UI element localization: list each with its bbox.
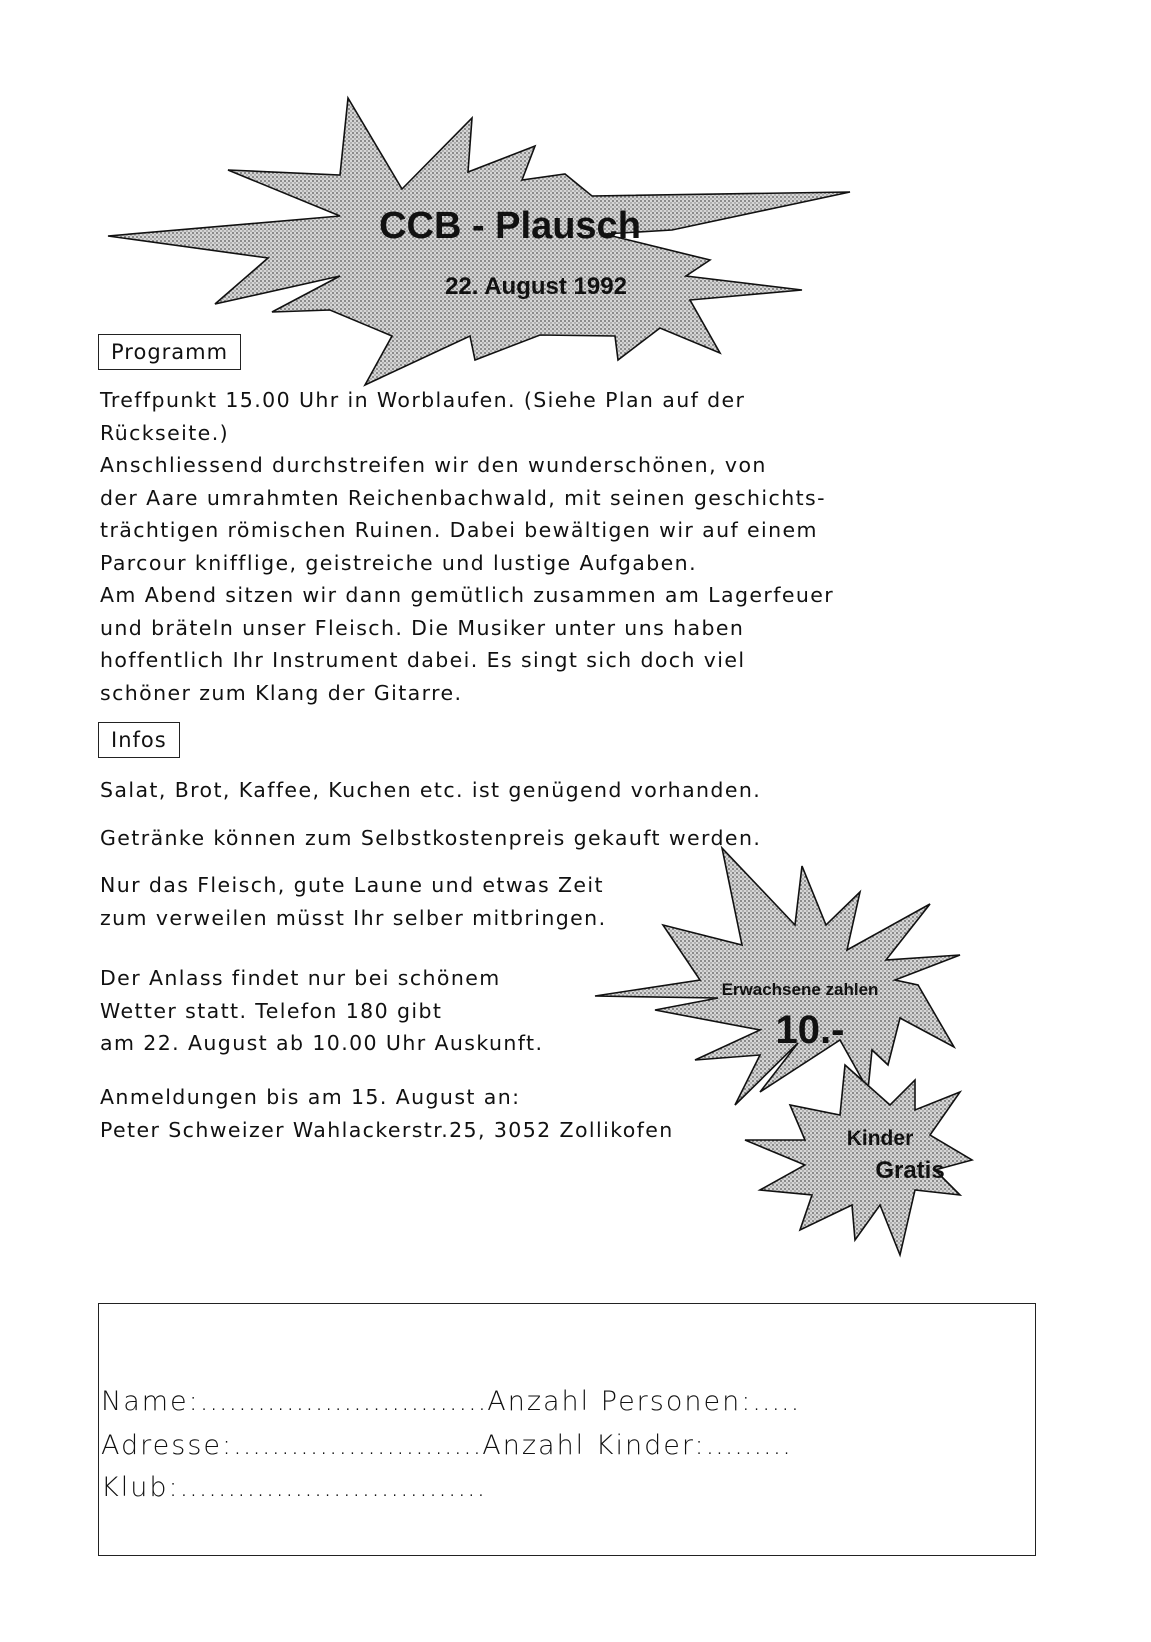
infos-p3 (100, 869, 607, 934)
programm-line: Parcour knifflige, geistreiche und lustige Aufgaben. (100, 550, 697, 575)
programm-line: Am Abend sitzen wir dann gemütlich zusammen am Lagerfeuer (100, 583, 835, 607)
infos-p4 (100, 962, 543, 1060)
kids-star-line2: Gratis (875, 1157, 945, 1184)
header-star-date: 22. August 1992 (445, 273, 627, 300)
programm-line: schöner zum Klang der Gitarre. (100, 680, 463, 705)
price-star-label: Erwachsene zahlen (721, 980, 879, 999)
address-field[interactable]: .......................... (233, 1430, 483, 1461)
infos-line: am 22. August ab 10.00 Uhr Auskunft. (100, 1031, 544, 1055)
form-row-address (101, 1430, 792, 1461)
infos-p1 (100, 774, 761, 807)
programm-text (100, 384, 834, 709)
club-field[interactable]: ................................ (179, 1472, 487, 1503)
infos-line: zum verweilen müsst Ihr selber mitbringen. (100, 905, 607, 930)
programm-heading (98, 334, 241, 370)
address-label: Adresse: (101, 1430, 234, 1461)
infos-line: Getränke können zum Selbstkostenpreis gekauft werden. (100, 826, 762, 850)
infos-line: Salat, Brot, Kaffee, Kuchen etc. ist genügend vorhanden. (100, 778, 762, 802)
registration-form (98, 1303, 1036, 1556)
kids-star-line1: Kinder (846, 1127, 914, 1150)
price-starburst (595, 848, 960, 1105)
infos-line: Nur das Fleisch, gute Laune und etwas Zeit (100, 873, 604, 897)
kids-field[interactable]: ......... (705, 1430, 792, 1461)
persons-field[interactable]: ..... (752, 1386, 801, 1417)
price-star-shape (595, 848, 960, 1105)
programm-line: hoffentlich Ihr Instrument dabei. Es singt sich doch viel (100, 648, 746, 672)
kids-label: Anzahl Kinder: (482, 1430, 706, 1461)
infos-line: Peter Schweizer Wahlackerstr.25, 3052 Zollikofen (100, 1117, 674, 1142)
programm-line: Rückseite.) (100, 420, 230, 445)
price-star-price: 10.- (775, 1008, 845, 1052)
programm-line: der Aare umrahmten Reichenbachwald, mit seinen geschichts- (100, 485, 826, 510)
name-label: Name: (101, 1386, 200, 1417)
persons-label: Anzahl Personen: (487, 1386, 753, 1417)
infos-p2 (100, 822, 761, 855)
infos-p5 (100, 1081, 674, 1146)
header-star-title: CCB - Plausch (379, 205, 641, 247)
programm-line: Anschliessend durchstreifen wir den wunderschönen, von (100, 453, 767, 477)
name-field[interactable]: .............................. (199, 1386, 488, 1417)
infos-heading-text: Infos (111, 728, 167, 752)
programm-line: und bräteln unser Fleisch. Die Musiker unter uns haben (100, 615, 745, 640)
infos-line: Wetter statt. Telefon 180 gibt (100, 998, 443, 1023)
form-row-club (101, 1472, 486, 1503)
infos-line: Der Anlass findet nur bei schönem (100, 966, 501, 990)
infos-line: Anmeldungen bis am 15. August an: (100, 1085, 521, 1109)
infos-heading (98, 722, 180, 758)
form-row-name (101, 1386, 800, 1417)
programm-heading-text: Programm (111, 340, 229, 364)
kids-starburst (745, 1065, 972, 1255)
club-label: Klub: (101, 1472, 180, 1503)
programm-line: trächtigen römischen Ruinen. Dabei bewältigen wir auf einem (100, 518, 818, 542)
programm-line: Treffpunkt 15.00 Uhr in Worblaufen. (Siehe Plan auf der (100, 388, 746, 412)
